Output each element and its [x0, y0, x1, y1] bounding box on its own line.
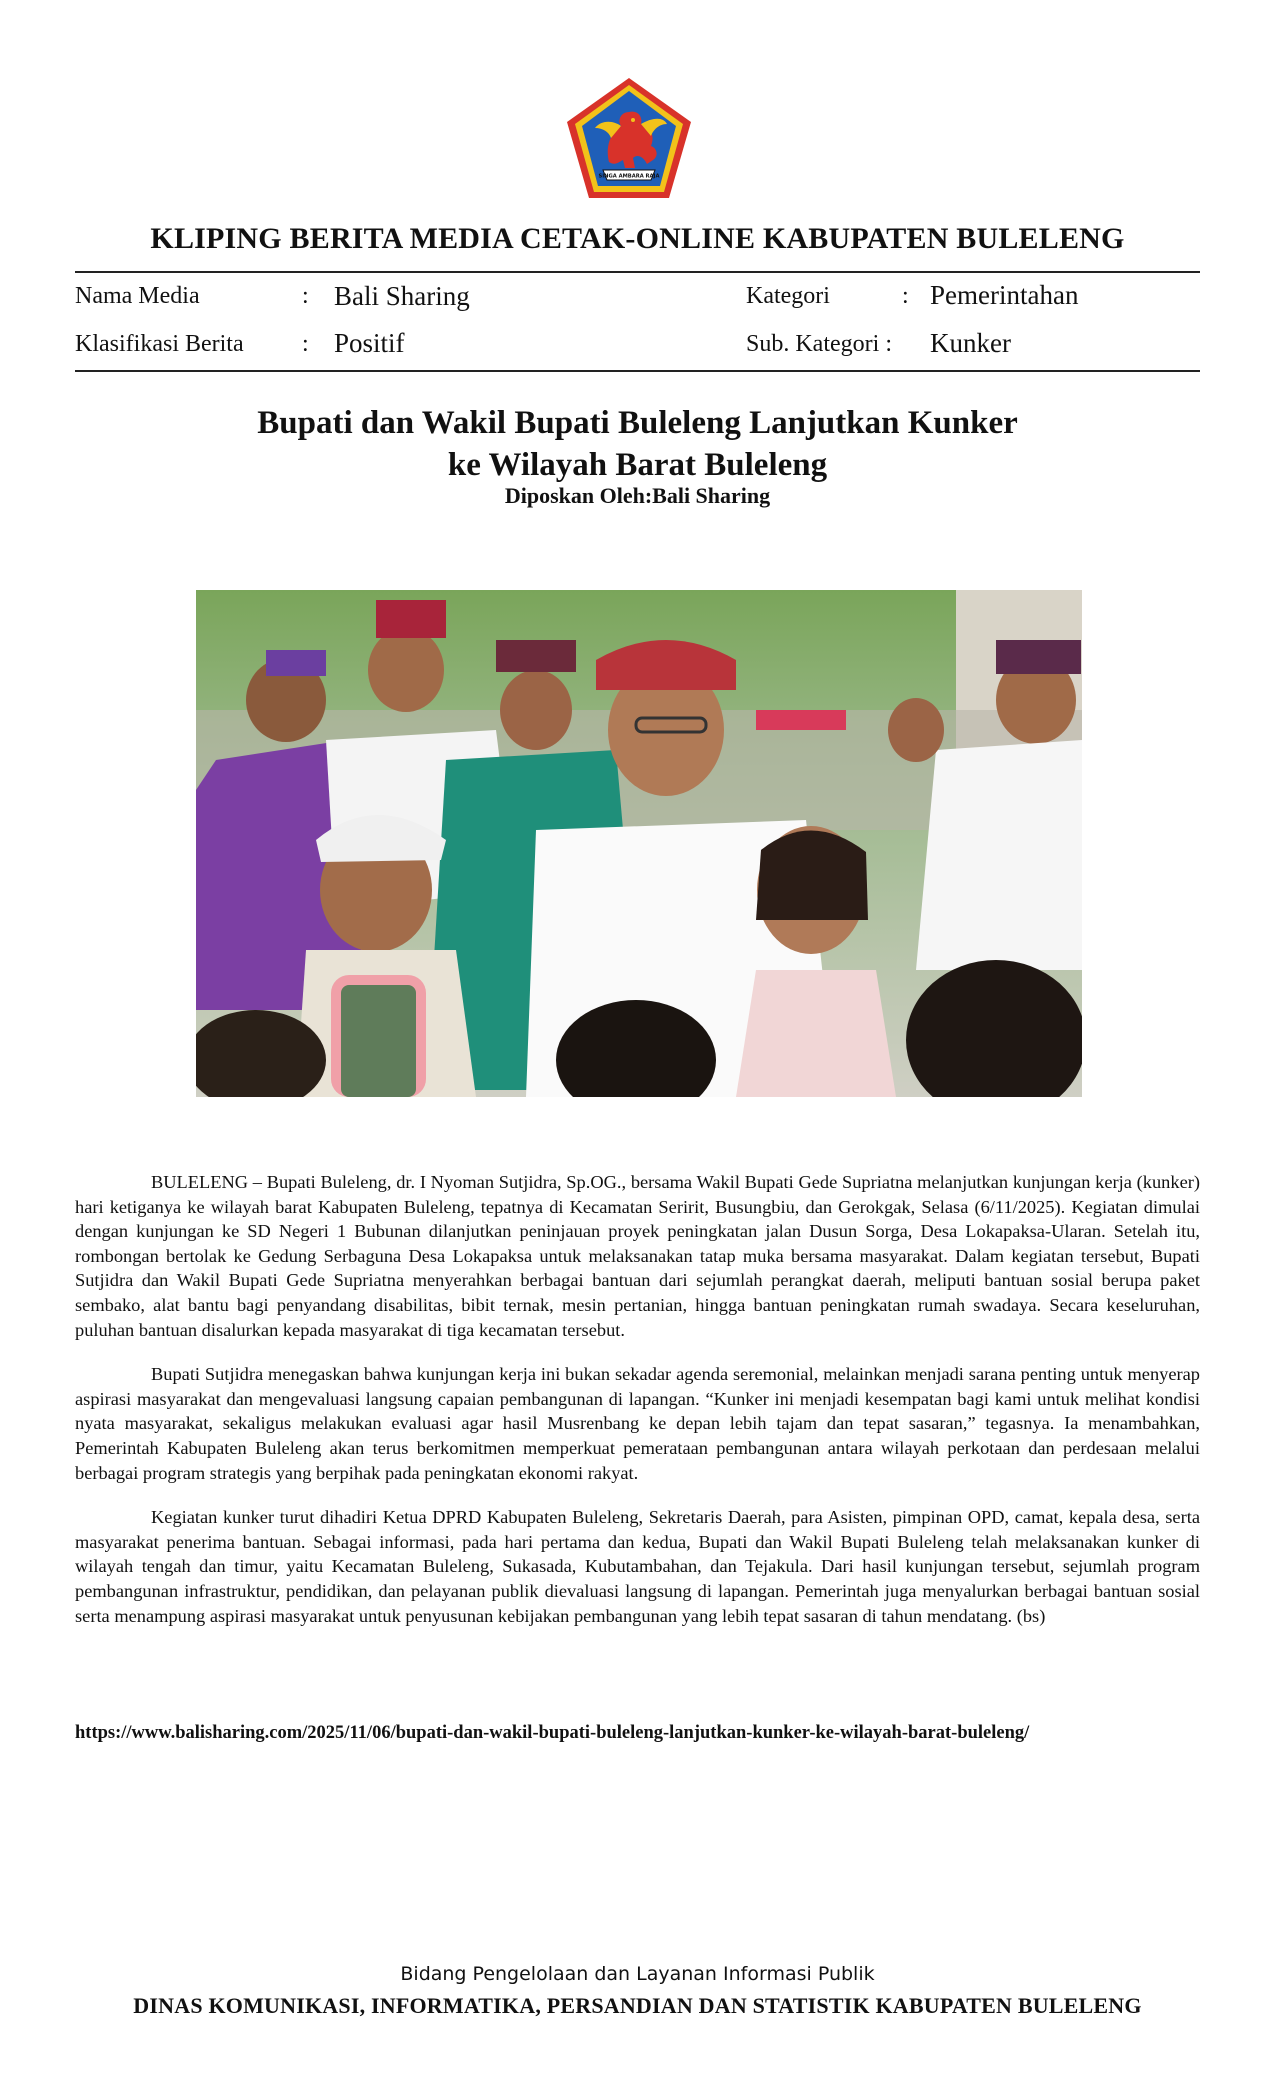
subkategori-label: Sub. Kategori :	[746, 331, 892, 357]
article-paragraph-1: BULELENG – Bupati Buleleng, dr. I Nyoman Sutjidra, Sp.OG., bersama Wakil Bupati Gede Supriatna melanjutkan kunjungan kerja (kunker) hari ketiganya ke wilayah barat Kabupaten Buleleng, tepatnya di Kecamatan Seririt, Busungbiu, dan Gerokgak, Selasa (6/11/2025). Kegiatan dimulai dengan kunjungan ke SD Negeri 1 Bubunan dilanjutkan peninjauan proyek peningkatan jalan Dusun Sorga, Desa Lokapaksa-Ularan. Setelah itu, rombongan bertolak ke Gedung Serbaguna Desa Lokapaksa untuk melaksanakan tatap muka bersama masyarakat. Dalam kegiatan tersebut, Bupati Sutjidra dan Wakil Bupati Gede Supriatna menyerahkan berbagai bantuan dari sejumlah perangkat daerah, meliputi bantuan sosial berupa paket sembako, alat bantu bagi penyandang disabilitas, bibit ternak, mesin pertanian, hingga bantuan peningkatan rumah swadaya. Secara keseluruhan, puluhan bantuan disalurkan kepada masyarakat di tiga kecamatan tersebut.	[75, 1172, 1200, 1340]
buleleng-emblem-logo	[563, 76, 695, 202]
header-rule-top	[75, 271, 1200, 273]
klasifikasi-colon: :	[302, 331, 309, 357]
media-value: Bali Sharing	[334, 281, 470, 311]
article-paragraph-3: Kegiatan kunker turut dihadiri Ketua DPRD Kabupaten Buleleng, Sekretaris Daerah, para Asisten, pimpinan OPD, camat, kepala desa, serta masyarakat penerima bantuan. Sebagai informasi, pada hari pertama dan kedua, Bupati dan Wakil Bupati Buleleng telah melaksanakan kunker di wilayah tengah dan timur, yaitu Kecamatan Buleleng, Sukasada, Kubutambahan, dan Tejakula. Dari hasil kunjungan tersebut, sejumlah program pembangunan infrastruktur, pendidikan, dan pelayanan publik dievaluasi langsung di lapangan. Pemerintah juga menyalurkan berbagai bantuan sosial serta menampung aspirasi masyarakat untuk penyusunan kebijakan pembangunan yang lebih tepat sasaran di tahun mendatang. (bs)	[75, 1507, 1200, 1626]
emblem-motto: SINGA AMBARA RAJA	[598, 173, 660, 180]
media-label: Nama Media	[75, 283, 200, 309]
news-photo	[196, 590, 1082, 1097]
footer-agency: DINAS KOMUNIKASI, INFORMATIKA, PERSANDIAN DAN STATISTIK KABUPATEN BULELENG	[133, 1993, 1142, 2018]
kategori-colon: :	[902, 283, 909, 309]
kategori-value: Pemerintahan	[930, 280, 1079, 310]
headline-line-2: ke Wilayah Barat Buleleng	[447, 447, 828, 483]
document-title: KLIPING BERITA MEDIA CETAK-ONLINE KABUPATEN BULELENG	[150, 222, 1125, 255]
kategori-label: Kategori	[746, 283, 830, 309]
headline-line-1: Bupati dan Wakil Bupati Buleleng Lanjutkan Kunker	[257, 405, 1018, 441]
header-rule-bottom	[75, 370, 1200, 372]
media-colon: :	[302, 283, 309, 309]
klasifikasi-label: Klasifikasi Berita	[75, 331, 244, 357]
subkategori-value: Kunker	[930, 328, 1011, 358]
source-url-link[interactable]: https://www.balisharing.com/2025/11/06/bupati-dan-wakil-bupati-buleleng-lanjutkan-kunker-ke-wilayah-barat-buleleng/	[75, 1723, 1030, 1743]
footer-department: Bidang Pengelolaan dan Layanan Informasi Publik	[400, 1963, 875, 1985]
klasifikasi-value: Positif	[334, 328, 405, 358]
article-paragraph-2: Bupati Sutjidra menegaskan bahwa kunjungan kerja ini bukan sekadar agenda seremonial, melainkan menjadi sarana penting untuk menyerap aspirasi masyarakat dan mengevaluasi langsung capaian pembangunan di lapangan. “Kunker ini menjadi kesempatan bagi kami untuk melihat kondisi nyata masyarakat, sekaligus melakukan evaluasi agar hasil Musrenbang ke depan lebih tajam dan tepat sasaran,” tegasnya. Ia menambahkan, Pemerintah Kabupaten Buleleng akan terus berkomitmen memperkuat pemerataan pembangunan antara wilayah perkotaan dan perdesaan melalui berbagai program strategis yang berpihak pada peningkatan ekonomi rakyat.	[75, 1364, 1200, 1483]
article-body	[75, 1170, 1200, 1648]
byline: Diposkan Oleh:Bali Sharing	[504, 483, 771, 508]
